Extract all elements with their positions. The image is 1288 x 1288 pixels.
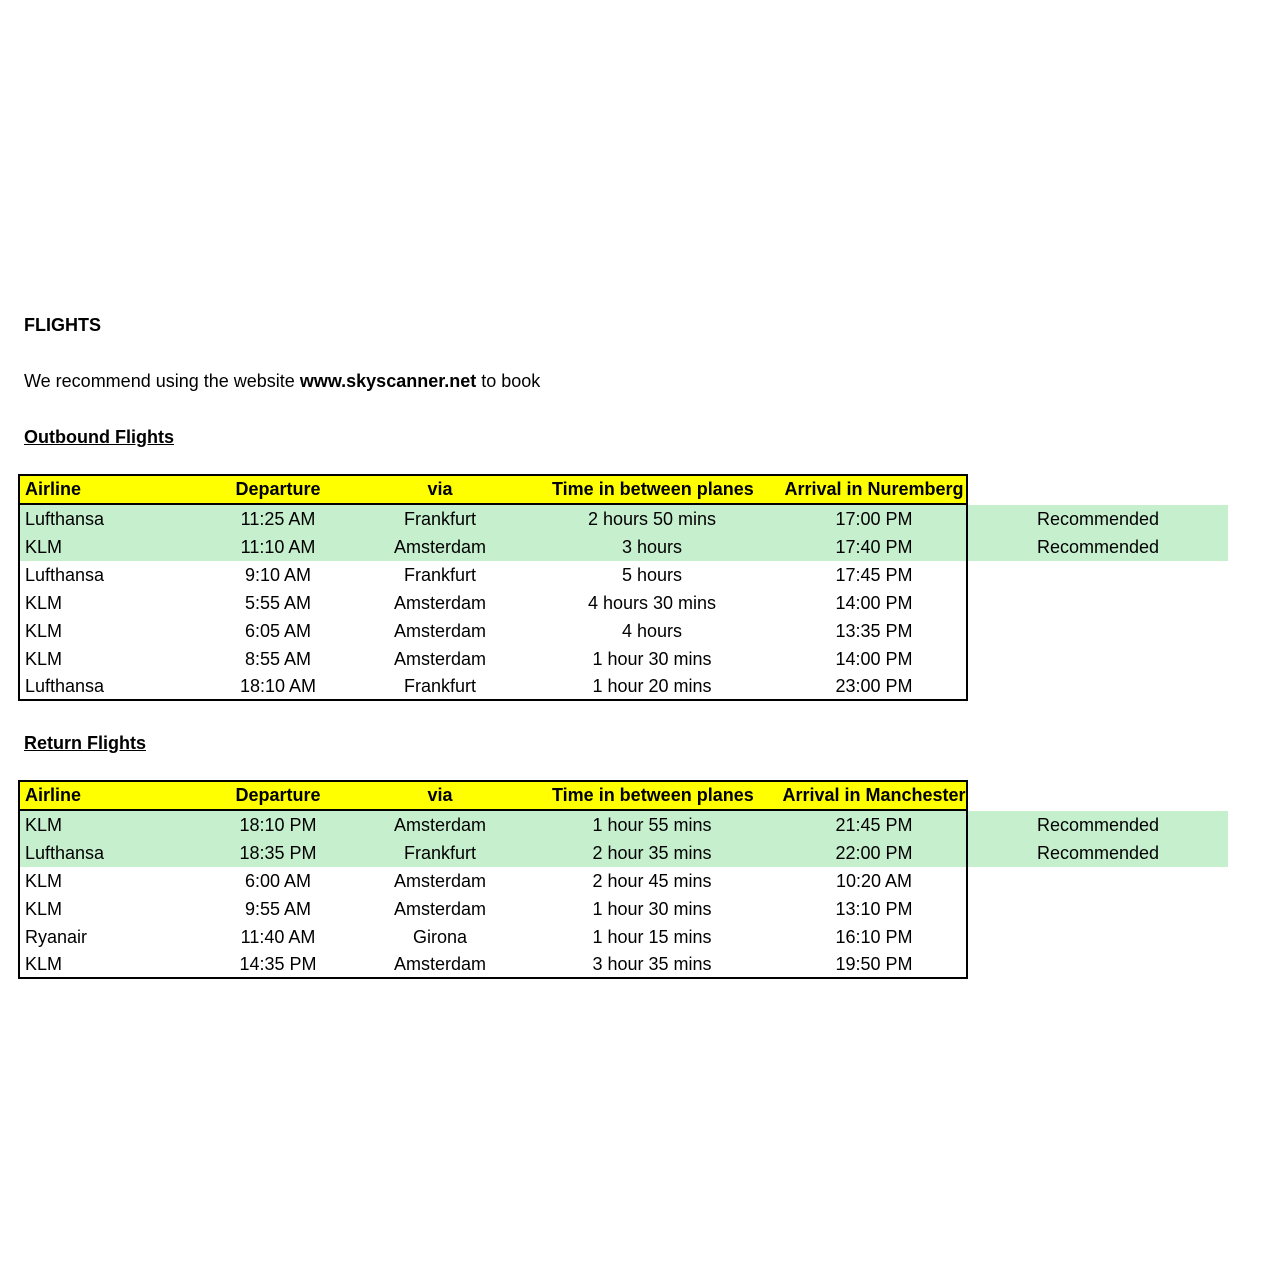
departure-cell: 6:00 AM xyxy=(244,871,312,891)
airline-cell: KLM xyxy=(25,593,63,613)
arrival-cell: 19:50 PM xyxy=(835,954,913,974)
layover-cell: 2 hour 35 mins xyxy=(592,843,712,863)
arrival-cell: 10:20 AM xyxy=(835,871,913,891)
via-cell: Frankfurt xyxy=(403,843,477,863)
layover-cell: 1 hour 30 mins xyxy=(592,649,712,669)
via-cell: Amsterdam xyxy=(393,899,487,919)
return-header-row xyxy=(20,782,966,811)
col-departure-header: Departure xyxy=(235,479,321,499)
via-cell: Amsterdam xyxy=(393,815,487,835)
arrival-cell: 14:00 PM xyxy=(835,649,913,669)
arrival-cell: 13:10 PM xyxy=(835,899,913,919)
airline-cell: KLM xyxy=(25,621,63,641)
arrival-cell: 17:00 PM xyxy=(835,509,913,529)
departure-cell: 11:25 AM xyxy=(240,509,316,529)
departure-cell: 9:55 AM xyxy=(244,899,312,919)
departure-cell: 11:10 AM xyxy=(240,537,316,557)
table-row xyxy=(20,811,966,839)
outbound-header-row xyxy=(20,476,966,505)
departure-cell: 9:10 AM xyxy=(244,565,312,585)
layover-cell: 2 hours 50 mins xyxy=(587,509,717,529)
layover-cell: 2 hour 45 mins xyxy=(592,871,712,891)
layover-cell: 3 hour 35 mins xyxy=(592,954,712,974)
recommended-note: Recommended xyxy=(968,505,1228,533)
arrival-cell: 23:00 PM xyxy=(835,676,913,696)
intro-text xyxy=(24,370,540,392)
recommended-note: Recommended xyxy=(968,533,1228,561)
table-row xyxy=(20,895,966,923)
via-cell: Amsterdam xyxy=(393,537,487,557)
via-cell: Amsterdam xyxy=(393,871,487,891)
layover-cell: 1 hour 20 mins xyxy=(592,676,712,696)
outbound-title: Outbound Flights xyxy=(24,427,174,447)
layover-cell: 3 hours xyxy=(621,537,683,557)
departure-cell: 8:55 AM xyxy=(244,649,312,669)
col-airline-header: Airline xyxy=(25,479,82,499)
airline-cell: KLM xyxy=(25,815,63,835)
table-row xyxy=(20,951,966,977)
airline-cell: Lufthansa xyxy=(25,676,105,696)
airline-cell: KLM xyxy=(25,649,63,669)
airline-cell: KLM xyxy=(25,954,63,974)
layover-cell: 4 hours 30 mins xyxy=(587,593,717,613)
layover-cell: 5 hours xyxy=(621,565,683,585)
skyscanner-link: www.skyscanner.net xyxy=(299,371,477,391)
airline-cell: Lufthansa xyxy=(25,565,105,585)
arrival-cell: 17:40 PM xyxy=(835,537,913,557)
table-row xyxy=(20,645,966,673)
airline-cell: Lufthansa xyxy=(25,509,105,529)
layover-cell: 4 hours xyxy=(621,621,683,641)
departure-cell: 5:55 AM xyxy=(244,593,312,613)
table-row xyxy=(20,561,966,589)
via-cell: Amsterdam xyxy=(393,649,487,669)
arrival-cell: 13:35 PM xyxy=(835,621,913,641)
col-airline-header: Airline xyxy=(25,785,82,805)
table-row xyxy=(20,673,966,699)
table-row xyxy=(20,589,966,617)
outbound-table xyxy=(18,474,968,701)
recommended-note: Recommended xyxy=(968,811,1228,839)
airline-cell: KLM xyxy=(25,871,63,891)
airline-cell: Lufthansa xyxy=(25,843,105,863)
airline-cell: KLM xyxy=(25,537,63,557)
layover-cell: 1 hour 15 mins xyxy=(592,927,712,947)
via-cell: Amsterdam xyxy=(393,593,487,613)
table-row xyxy=(20,923,966,951)
recommended-note: Recommended xyxy=(968,839,1228,867)
airline-cell: KLM xyxy=(25,899,63,919)
via-cell: Frankfurt xyxy=(403,509,477,529)
layover-cell: 1 hour 55 mins xyxy=(592,815,712,835)
col-departure-header: Departure xyxy=(235,785,321,805)
departure-cell: 18:10 PM xyxy=(239,815,317,835)
col-via-header: via xyxy=(427,479,453,499)
via-cell: Frankfurt xyxy=(403,565,477,585)
departure-cell: 11:40 AM xyxy=(240,927,316,947)
table-row xyxy=(20,867,966,895)
airline-cell: Ryanair xyxy=(25,927,88,947)
arrival-cell: 14:00 PM xyxy=(835,593,913,613)
via-cell: Amsterdam xyxy=(393,621,487,641)
via-cell: Frankfurt xyxy=(403,676,477,696)
col-arrival-header: Arrival in Nuremberg xyxy=(784,479,964,499)
return-title: Return Flights xyxy=(24,733,146,753)
departure-cell: 14:35 PM xyxy=(239,954,317,974)
layover-cell: 1 hour 30 mins xyxy=(592,899,712,919)
departure-cell: 6:05 AM xyxy=(244,621,312,641)
table-row xyxy=(20,533,966,561)
via-cell: Girona xyxy=(412,927,468,947)
arrival-cell: 17:45 PM xyxy=(835,565,913,585)
page-heading: FLIGHTS xyxy=(24,315,101,335)
intro-before: We recommend using the website xyxy=(24,371,300,391)
intro-after: to book xyxy=(476,371,541,391)
via-cell: Amsterdam xyxy=(393,954,487,974)
col-via-header: via xyxy=(427,785,453,805)
col-layover-header: Time in between planes xyxy=(552,479,754,499)
return-table xyxy=(18,780,968,979)
table-row xyxy=(20,505,966,533)
col-arrival-header: Arrival in Manchester xyxy=(782,785,966,805)
table-row xyxy=(20,839,966,867)
arrival-cell: 21:45 PM xyxy=(835,815,913,835)
col-layover-header: Time in between planes xyxy=(552,785,754,805)
arrival-cell: 22:00 PM xyxy=(835,843,913,863)
table-row xyxy=(20,617,966,645)
departure-cell: 18:35 PM xyxy=(239,843,317,863)
arrival-cell: 16:10 PM xyxy=(835,927,913,947)
departure-cell: 18:10 AM xyxy=(239,676,317,696)
